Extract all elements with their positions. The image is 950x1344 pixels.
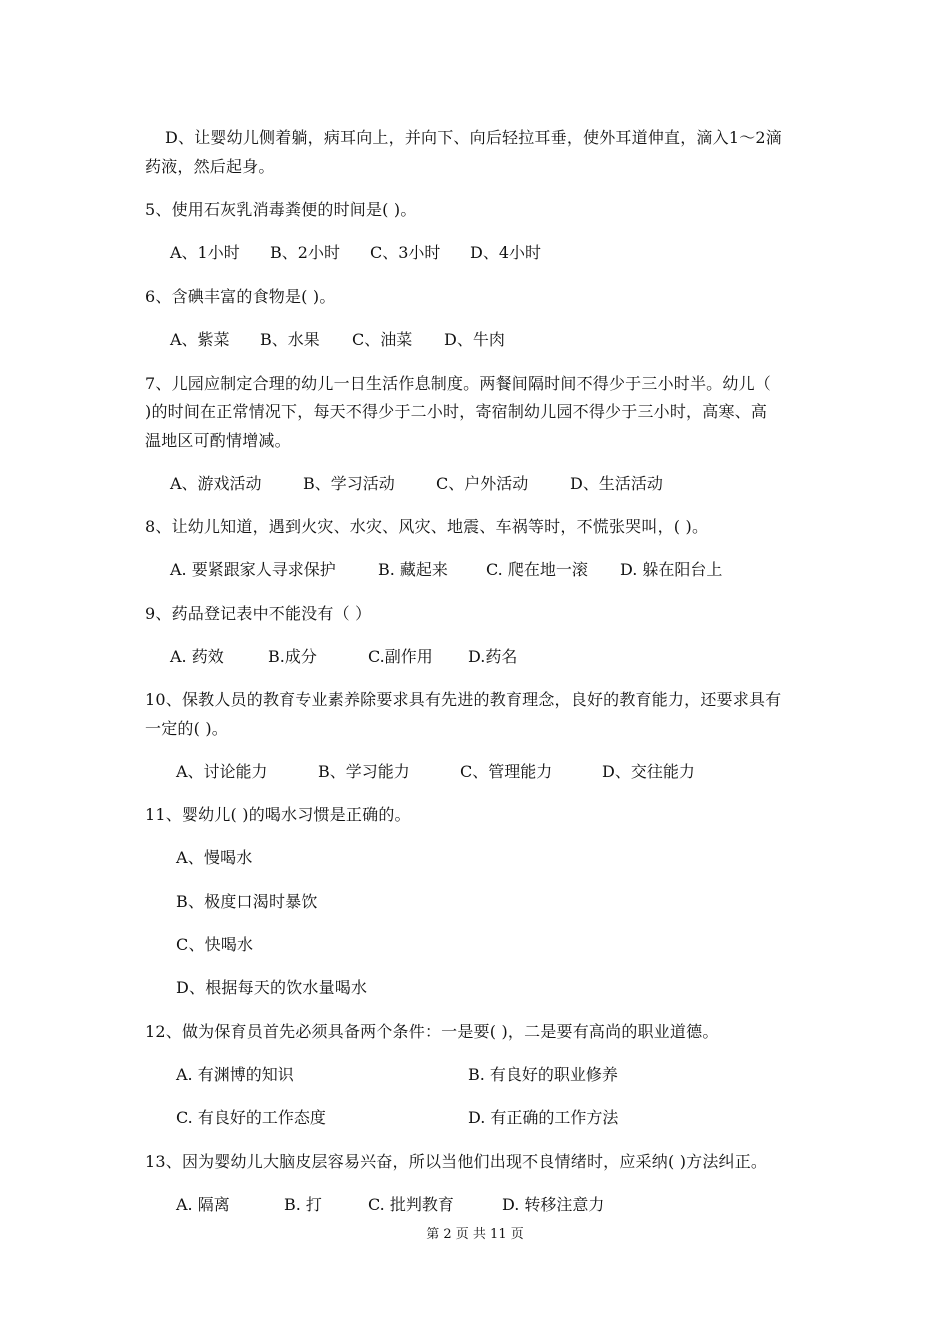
q9-option-b: B.成分 xyxy=(268,647,317,666)
q4-option-d-line2: 药液，然后起身。 xyxy=(145,157,275,176)
q11-option-d: D、根据每天的饮水量喝水 xyxy=(176,978,368,997)
q4-option-d-line1: D、让婴幼儿侧着躺，病耳向上，并向下、向后轻拉耳垂，使外耳道伸直，滴入1～2滴 xyxy=(165,128,782,147)
q12-option-c: C. 有良好的工作态度 xyxy=(176,1108,326,1127)
q9-options xyxy=(170,647,770,667)
q13-option-d: D. 转移注意力 xyxy=(502,1195,605,1214)
q10-options xyxy=(176,762,776,782)
q9-option-a: A. 药效 xyxy=(170,647,224,666)
q7-option-d: D、生活活动 xyxy=(570,474,663,493)
question-13: 13、因为婴幼儿大脑皮层容易兴奋，所以当他们出现不良情绪时，应采纳( )方法纠正。 xyxy=(145,1152,768,1171)
q7-option-a: A、游戏活动 xyxy=(170,474,262,493)
q11-option-b: B、极度口渴时暴饮 xyxy=(176,892,318,911)
q10-option-d: D、交往能力 xyxy=(602,762,695,781)
q5-option-a: A、1小时 xyxy=(170,243,240,262)
q12-option-a: A. 有渊博的知识 xyxy=(176,1065,294,1084)
question-11: 11、婴幼儿( )的喝水习惯是正确的。 xyxy=(145,805,411,824)
q11-option-c: C、快喝水 xyxy=(176,935,254,954)
q8-option-d: D. 躲在阳台上 xyxy=(620,560,723,579)
question-7-line2: )的时间在正常情况下，每天不得少于二小时，寄宿制幼儿园不得少于三小时，高寒、高 xyxy=(145,402,768,421)
q6-option-a: A、紫菜 xyxy=(170,330,230,349)
q13-option-c: C. 批判教育 xyxy=(368,1195,454,1214)
q11-option-a: A、慢喝水 xyxy=(176,848,253,867)
q5-option-d: D、4小时 xyxy=(470,243,542,262)
q9-option-c: C.副作用 xyxy=(368,647,433,666)
question-7-line1: 7、儿园应制定合理的幼儿一日生活作息制度。两餐间隔时间不得少于三小时半。幼儿（ xyxy=(145,374,771,393)
q13-option-a: A. 隔离 xyxy=(176,1195,230,1214)
q13-option-b: B. 打 xyxy=(284,1195,322,1214)
q8-options xyxy=(170,560,770,580)
page-number-footer: 第 2 页 共 11 页 xyxy=(426,1227,524,1242)
question-9: 9、药品登记表中不能没有（ ） xyxy=(145,604,372,623)
question-12: 12、做为保育员首先必须具备两个条件：一是要( )，二是要有高尚的职业道德。 xyxy=(145,1022,719,1041)
question-5: 5、使用石灰乳消毒粪便的时间是( )。 xyxy=(145,200,417,219)
q7-options xyxy=(170,474,770,494)
q12-options-row1 xyxy=(176,1065,776,1085)
q10-option-a: A、讨论能力 xyxy=(176,762,268,781)
q5-option-b: B、2小时 xyxy=(270,243,340,262)
question-10-line1: 10、保教人员的教育专业素养除要求具有先进的教育理念，良好的教育能力，还要求具有 xyxy=(145,690,782,709)
question-10-line2: 一定的( )。 xyxy=(145,719,228,738)
q7-option-c: C、户外活动 xyxy=(436,474,529,493)
q13-options xyxy=(176,1195,776,1215)
q6-option-c: C、油菜 xyxy=(352,330,413,349)
q7-option-b: B、学习活动 xyxy=(303,474,395,493)
q5-options xyxy=(170,243,770,263)
q6-option-d: D、牛肉 xyxy=(444,330,505,349)
q6-option-b: B、水果 xyxy=(260,330,320,349)
q8-option-c: C. 爬在地一滚 xyxy=(486,560,588,579)
q6-options xyxy=(170,330,770,350)
question-7-line3: 温地区可酌情增减。 xyxy=(145,431,291,450)
q10-option-c: C、管理能力 xyxy=(460,762,553,781)
q10-option-b: B、学习能力 xyxy=(318,762,410,781)
q5-option-c: C、3小时 xyxy=(370,243,441,262)
q12-options-row2 xyxy=(176,1108,776,1128)
question-6: 6、含碘丰富的食物是( )。 xyxy=(145,287,336,306)
q8-option-b: B. 藏起来 xyxy=(378,560,448,579)
q12-option-b: B. 有良好的职业修养 xyxy=(468,1065,618,1084)
q9-option-d: D.药名 xyxy=(468,647,518,666)
q12-option-d: D. 有正确的工作方法 xyxy=(468,1108,619,1127)
q8-option-a: A. 要紧跟家人寻求保护 xyxy=(170,560,336,579)
question-8: 8、让幼儿知道，遇到火灾、水灾、风灾、地震、车祸等时，不慌张哭叫，( )。 xyxy=(145,517,709,536)
